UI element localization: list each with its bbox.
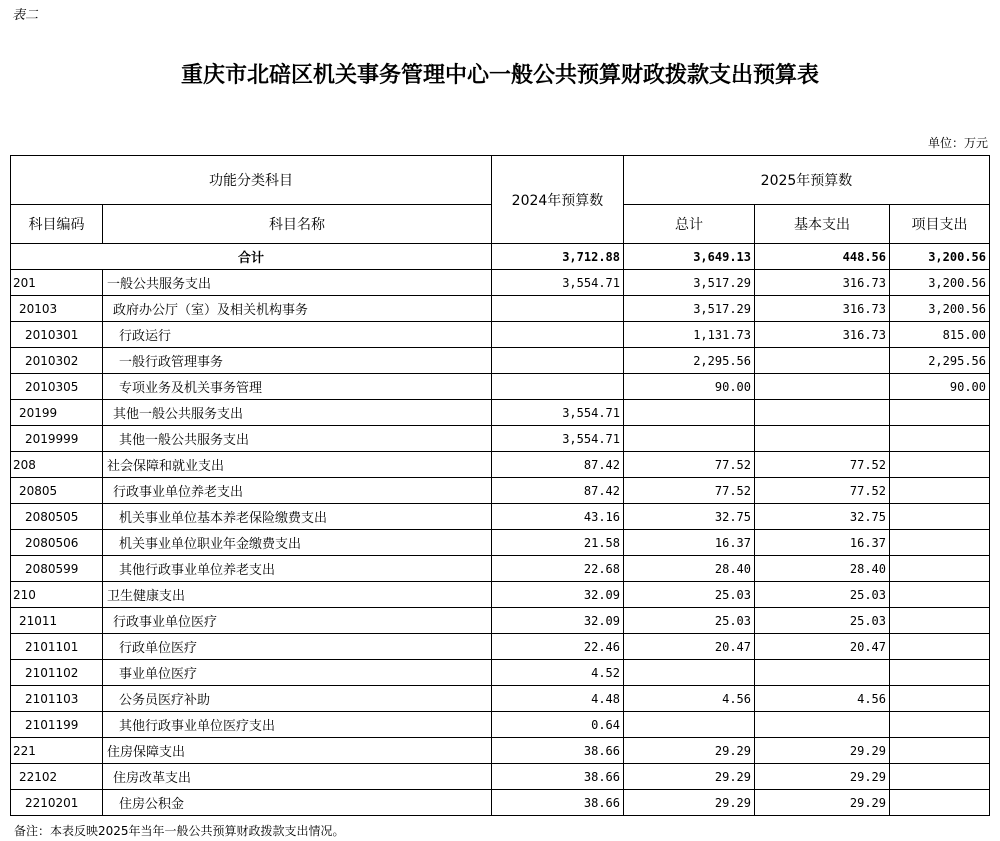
row-code: 2101103 — [11, 686, 103, 712]
total-row — [11, 244, 990, 270]
row-project — [890, 530, 990, 556]
row-b2024: 38.66 — [492, 790, 624, 816]
table-row — [11, 582, 990, 608]
total-project: 3,200.56 — [890, 244, 990, 270]
table-row — [11, 504, 990, 530]
row-project: 815.00 — [890, 322, 990, 348]
row-name: 事业单位医疗 — [103, 660, 492, 686]
row-basic — [755, 712, 890, 738]
row-code: 2080506 — [11, 530, 103, 556]
row-basic: 29.29 — [755, 738, 890, 764]
row-project: 3,200.56 — [890, 270, 990, 296]
row-basic: 20.47 — [755, 634, 890, 660]
row-b2024: 87.42 — [492, 478, 624, 504]
row-name: 专项业务及机关事务管理 — [103, 374, 492, 400]
row-name: 住房保障支出 — [103, 738, 492, 764]
row-name: 其他一般公共服务支出 — [103, 426, 492, 452]
row-code: 2019999 — [11, 426, 103, 452]
row-name: 住房公积金 — [103, 790, 492, 816]
table-row — [11, 790, 990, 816]
row-name: 行政运行 — [103, 322, 492, 348]
row-project: 3,200.56 — [890, 296, 990, 322]
row-b2024: 3,554.71 — [492, 426, 624, 452]
row-name: 一般公共服务支出 — [103, 270, 492, 296]
row-b2024: 3,554.71 — [492, 400, 624, 426]
row-project: 90.00 — [890, 374, 990, 400]
table-row — [11, 322, 990, 348]
row-name: 公务员医疗补助 — [103, 686, 492, 712]
header-code: 科目编码 — [11, 205, 103, 244]
table-row — [11, 348, 990, 374]
table-row — [11, 764, 990, 790]
total-b2024: 3,712.88 — [492, 244, 624, 270]
row-total — [624, 660, 755, 686]
row-basic: 4.56 — [755, 686, 890, 712]
header-basic: 基本支出 — [755, 205, 890, 244]
row-code: 2101199 — [11, 712, 103, 738]
row-total: 1,131.73 — [624, 322, 755, 348]
row-project — [890, 634, 990, 660]
row-code: 2080599 — [11, 556, 103, 582]
row-code: 20103 — [11, 296, 103, 322]
row-name: 行政事业单位医疗 — [103, 608, 492, 634]
row-total: 77.52 — [624, 478, 755, 504]
row-project — [890, 426, 990, 452]
row-code: 21011 — [11, 608, 103, 634]
row-code: 2210201 — [11, 790, 103, 816]
row-name: 机关事业单位基本养老保险缴费支出 — [103, 504, 492, 530]
table-row — [11, 608, 990, 634]
row-code: 20199 — [11, 400, 103, 426]
row-project — [890, 556, 990, 582]
table-row — [11, 556, 990, 582]
row-total: 28.40 — [624, 556, 755, 582]
page-title: 重庆市北碚区机关事务管理中心一般公共预算财政拨款支出预算表 — [180, 63, 819, 88]
row-basic: 29.29 — [755, 764, 890, 790]
row-code: 2010305 — [11, 374, 103, 400]
row-b2024: 38.66 — [492, 738, 624, 764]
row-code: 2010301 — [11, 322, 103, 348]
row-total: 32.75 — [624, 504, 755, 530]
table-row — [11, 712, 990, 738]
row-total: 77.52 — [624, 452, 755, 478]
row-basic — [755, 660, 890, 686]
header-budget-2025: 2025年预算数 — [624, 156, 990, 205]
row-basic — [755, 426, 890, 452]
row-basic: 316.73 — [755, 270, 890, 296]
table-row — [11, 452, 990, 478]
row-name: 行政单位医疗 — [103, 634, 492, 660]
row-code: 221 — [11, 738, 103, 764]
row-total: 2,295.56 — [624, 348, 755, 374]
row-b2024: 32.09 — [492, 582, 624, 608]
table-row — [11, 478, 990, 504]
row-b2024: 32.09 — [492, 608, 624, 634]
row-project — [890, 608, 990, 634]
row-code: 201 — [11, 270, 103, 296]
row-basic: 32.75 — [755, 504, 890, 530]
row-basic: 77.52 — [755, 452, 890, 478]
row-total: 29.29 — [624, 764, 755, 790]
row-b2024 — [492, 296, 624, 322]
total-basic: 448.56 — [755, 244, 890, 270]
row-b2024: 87.42 — [492, 452, 624, 478]
table-tag: 表二 — [12, 8, 39, 23]
row-name: 行政事业单位养老支出 — [103, 478, 492, 504]
row-code: 2080505 — [11, 504, 103, 530]
row-b2024: 43.16 — [492, 504, 624, 530]
row-project — [890, 660, 990, 686]
row-basic: 25.03 — [755, 582, 890, 608]
header-budget-2024: 2024年预算数 — [492, 156, 624, 244]
row-total: 29.29 — [624, 790, 755, 816]
row-basic: 25.03 — [755, 608, 890, 634]
row-total: 3,517.29 — [624, 296, 755, 322]
row-code: 2010302 — [11, 348, 103, 374]
row-total: 20.47 — [624, 634, 755, 660]
row-basic — [755, 400, 890, 426]
row-project — [890, 504, 990, 530]
table-row — [11, 660, 990, 686]
row-b2024 — [492, 322, 624, 348]
table-row — [11, 374, 990, 400]
total-label: 合计 — [11, 244, 492, 270]
row-code: 2101102 — [11, 660, 103, 686]
row-name: 卫生健康支出 — [103, 582, 492, 608]
row-total: 4.56 — [624, 686, 755, 712]
row-code: 210 — [11, 582, 103, 608]
row-project — [890, 582, 990, 608]
row-basic: 316.73 — [755, 296, 890, 322]
row-total: 16.37 — [624, 530, 755, 556]
row-total — [624, 400, 755, 426]
row-total: 29.29 — [624, 738, 755, 764]
row-b2024: 21.58 — [492, 530, 624, 556]
row-b2024 — [492, 374, 624, 400]
row-project — [890, 686, 990, 712]
row-total — [624, 426, 755, 452]
row-b2024: 3,554.71 — [492, 270, 624, 296]
row-project — [890, 790, 990, 816]
row-total: 3,517.29 — [624, 270, 755, 296]
row-basic: 29.29 — [755, 790, 890, 816]
table-row — [11, 270, 990, 296]
row-b2024: 22.46 — [492, 634, 624, 660]
row-name: 其他一般公共服务支出 — [103, 400, 492, 426]
row-project: 2,295.56 — [890, 348, 990, 374]
header-name: 科目名称 — [103, 205, 492, 244]
row-total — [624, 712, 755, 738]
row-project — [890, 712, 990, 738]
row-b2024 — [492, 348, 624, 374]
row-name: 政府办公厅（室）及相关机构事务 — [103, 296, 492, 322]
header-func-class: 功能分类科目 — [11, 156, 492, 205]
row-basic — [755, 374, 890, 400]
row-basic: 16.37 — [755, 530, 890, 556]
row-name: 其他行政事业单位养老支出 — [103, 556, 492, 582]
row-b2024: 4.52 — [492, 660, 624, 686]
unit-label: 单位：万元 — [927, 136, 988, 150]
row-b2024: 22.68 — [492, 556, 624, 582]
total-total: 3,649.13 — [624, 244, 755, 270]
table-row — [11, 296, 990, 322]
header-total: 总计 — [624, 205, 755, 244]
footnote: 备注：本表反映2025年当年一般公共预算财政拨款支出情况。 — [14, 824, 345, 838]
header-project: 项目支出 — [890, 205, 990, 244]
budget-table — [10, 155, 990, 816]
table-row — [11, 530, 990, 556]
row-project — [890, 478, 990, 504]
row-total: 25.03 — [624, 582, 755, 608]
row-basic: 316.73 — [755, 322, 890, 348]
table-row — [11, 686, 990, 712]
row-project — [890, 764, 990, 790]
row-name: 机关事业单位职业年金缴费支出 — [103, 530, 492, 556]
row-project — [890, 400, 990, 426]
table-row — [11, 400, 990, 426]
row-b2024: 38.66 — [492, 764, 624, 790]
row-code: 208 — [11, 452, 103, 478]
table-row — [11, 426, 990, 452]
row-name: 一般行政管理事务 — [103, 348, 492, 374]
row-basic: 28.40 — [755, 556, 890, 582]
row-total: 25.03 — [624, 608, 755, 634]
row-code: 2101101 — [11, 634, 103, 660]
row-b2024: 4.48 — [492, 686, 624, 712]
table-row — [11, 634, 990, 660]
row-name: 其他行政事业单位医疗支出 — [103, 712, 492, 738]
row-basic: 77.52 — [755, 478, 890, 504]
row-code: 20805 — [11, 478, 103, 504]
row-name: 社会保障和就业支出 — [103, 452, 492, 478]
table-row — [11, 738, 990, 764]
row-name: 住房改革支出 — [103, 764, 492, 790]
row-project — [890, 452, 990, 478]
row-b2024: 0.64 — [492, 712, 624, 738]
row-project — [890, 738, 990, 764]
row-basic — [755, 348, 890, 374]
row-code: 22102 — [11, 764, 103, 790]
row-total: 90.00 — [624, 374, 755, 400]
